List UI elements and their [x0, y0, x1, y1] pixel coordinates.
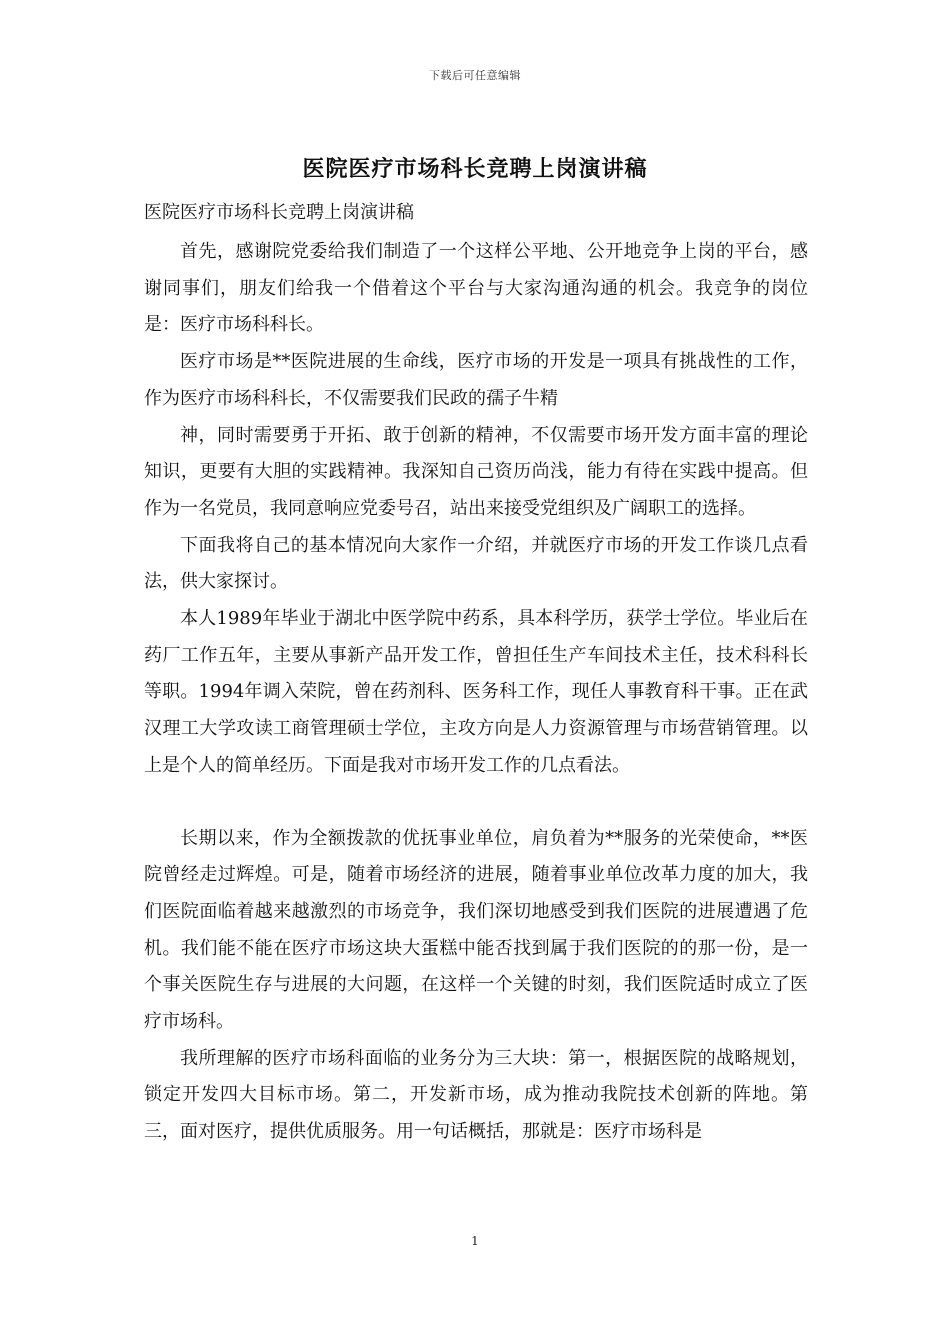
page-header: 下载后可任意编辑 — [429, 69, 521, 82]
page-number: 1 — [471, 1234, 479, 1248]
document-title: 医院医疗市场科长竞聘上岗演讲稿 — [302, 156, 648, 182]
paragraph-5: 本人1989年毕业于湖北中医学院中药系，具本科学历，获学士学位。毕业后在药厂工作五年，主要从事新产品开发工作，曾担任生产车间技术主任，技术科科长等职。1994年调入荣院，曾在药剂科、医务科工作，现任人事教育科干事。正在武汉理工大学攻读工商管理硕士学位，主攻方向是人力资源管理与市场营销管理。以上是个人的简单经历。下面是我对市场开发工作的几点看法。 — [144, 608, 808, 776]
document-subtitle: 医院医疗市场科长竞聘上岗演讲稿 — [144, 202, 414, 223]
paragraph-6: 长期以来，作为全额拨款的优抚事业单位，肩负着为**服务的光荣使命，**医院曾经走过辉煌。可是，随着市场经济的进展，随着事业单位改革力度的加大，我们医院面临着越来越激烈的市场竞争，我们深切地感受到我们医院的进展遭遇了危机。我们能不能在医疗市场这块大蛋糕中能否找到属于我们医院的的那一份，是一个事关医院生存与进展的大问题，在这样一个关键的时刻，我们医院适时成立了医疗市场科。 — [144, 827, 808, 1033]
paragraph-3: 神，同时需要勇于开拓、敢于创新的精神，不仅需要市场开发方面丰富的理论知识，更要有大胆的实践精神。我深知自己资历尚浅，能力有待在实践中提高。但作为一名党员，我同意响应党委号召，站出来接受党组织及广阔职工的选择。 — [144, 424, 808, 519]
paragraph-7: 我所理解的医疗市场科面临的业务分为三大块：第一，根据医院的战略规划，锁定开发四大目标市场。第二，开发新市场，成为推动我院技术创新的阵地。第三，面对医疗，提供优质服务。用一句话概括，那就是：医疗市场科是 — [144, 1047, 808, 1143]
paragraph-spacer — [144, 785, 808, 821]
document-body — [144, 198, 808, 1151]
paragraph-4: 下面我将自己的基本情况向大家作一介绍，并就医疗市场的开发工作谈几点看法，供大家探讨。 — [144, 534, 808, 593]
paragraph-1: 首先，感谢院党委给我们制造了一个这样公平地、公开地竞争上岗的平台，感谢同事们，朋友们给我一个借着这个平台与大家沟通沟通的机会。我竞争的岗位是：医疗市场科科长。 — [144, 241, 808, 336]
paragraph-2: 医疗市场是**医院进展的生命线，医疗市场的开发是一项具有挑战性的工作，作为医疗市场科科长，不仅需要我们民政的孺子牛精 — [144, 351, 808, 409]
